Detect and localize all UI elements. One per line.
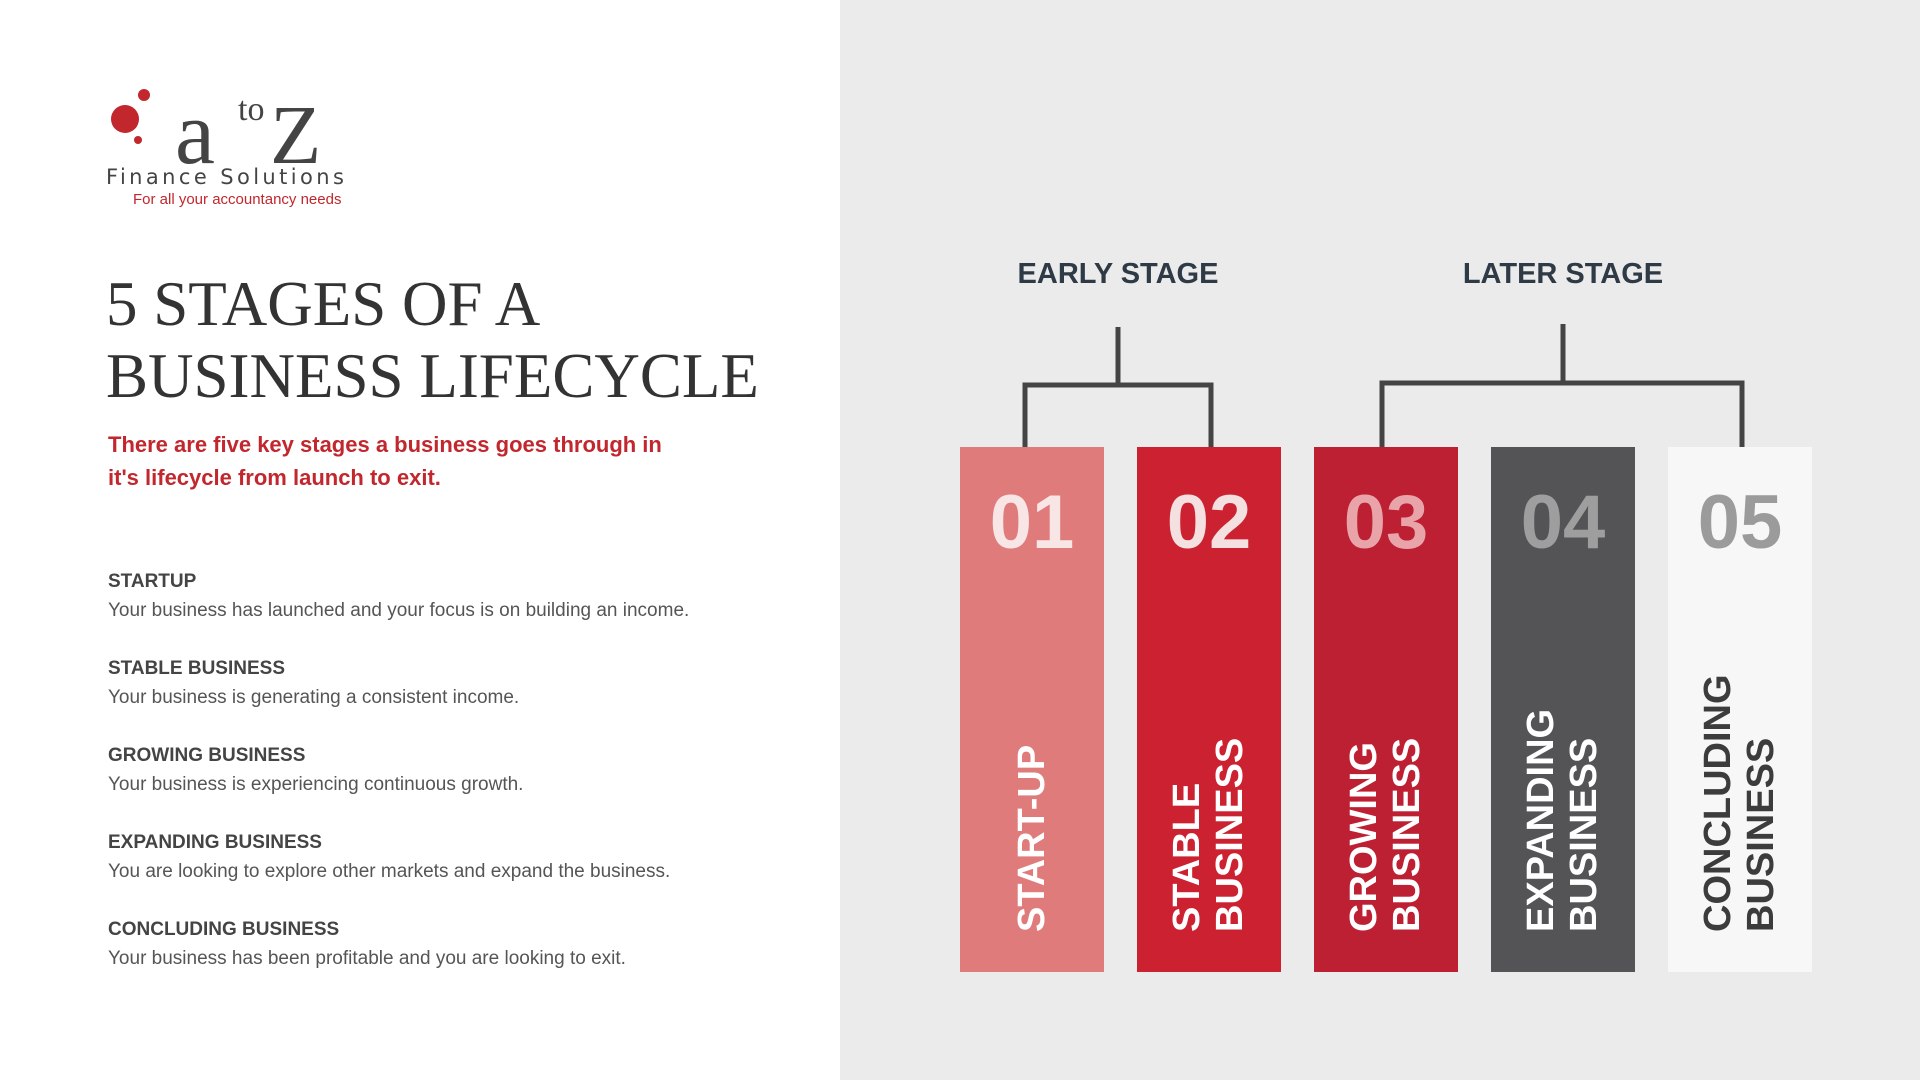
description-heading: CONCLUDING BUSINESS	[108, 919, 340, 940]
stage-number: 03	[1343, 480, 1429, 565]
stage-label-line-2: BUSINESS	[1563, 737, 1605, 932]
stage-label-line-2: BUSINESS	[1209, 737, 1251, 932]
description-heading: STARTUP	[108, 571, 197, 592]
logo-tagline: For all your accountancy needs	[133, 191, 342, 208]
logo-letter-to: to	[238, 91, 265, 128]
stage-bar-stable	[1137, 447, 1281, 972]
description-text: Your business has launched and your focus is on building an income.	[108, 600, 690, 621]
stage-number: 01	[989, 480, 1075, 565]
title-line-2: BUSINESS LIFECYCLE	[106, 341, 759, 411]
stage-label-line-1: STABLE	[1166, 782, 1208, 932]
later-stage-label: LATER STAGE	[1462, 258, 1664, 290]
description-text: You are looking to explore other markets and expand the business.	[108, 861, 671, 882]
logo-company-name: Finance Solutions	[106, 165, 348, 189]
description-text: Your business is generating a consistent income.	[108, 687, 520, 708]
early-stage-label: EARLY STAGE	[1017, 258, 1219, 290]
description-heading: STABLE BUSINESS	[108, 658, 286, 679]
early-bracket	[1025, 385, 1211, 447]
stage-bar-concluding	[1668, 447, 1812, 972]
stage-label-line-1: GROWING	[1343, 742, 1385, 932]
logo-letter-a: a	[175, 85, 215, 165]
stage-label-line-1: START-UP	[1010, 744, 1053, 932]
subtitle-line-1: There are five key stages a business goes through in	[108, 432, 662, 457]
stage-bar-expanding	[1491, 447, 1635, 972]
stage-bar-startup	[960, 447, 1104, 972]
description-text: Your business is experiencing continuous growth.	[108, 774, 524, 795]
stage-label-line-1: EXPANDING	[1520, 708, 1562, 932]
stage-number: 04	[1520, 480, 1606, 565]
logo-letter-z: Z	[270, 89, 322, 165]
title-line-1: 5 STAGES OF A	[106, 269, 541, 339]
stage-label-line-2: BUSINESS	[1386, 737, 1428, 932]
description-heading: EXPANDING BUSINESS	[108, 832, 322, 853]
description-heading: GROWING BUSINESS	[108, 745, 306, 766]
stage-number: 05	[1697, 480, 1783, 565]
description-text: Your business has been profitable and you are looking to exit.	[108, 948, 626, 969]
stage-label-line-2: BUSINESS	[1740, 737, 1782, 932]
stage-number: 02	[1166, 480, 1252, 565]
subtitle-line-2: it's lifecycle from launch to exit.	[108, 465, 441, 490]
stage-bar-growing	[1314, 447, 1458, 972]
later-bracket	[1382, 383, 1742, 447]
stage-label-line-1: CONCLUDING	[1697, 674, 1739, 932]
